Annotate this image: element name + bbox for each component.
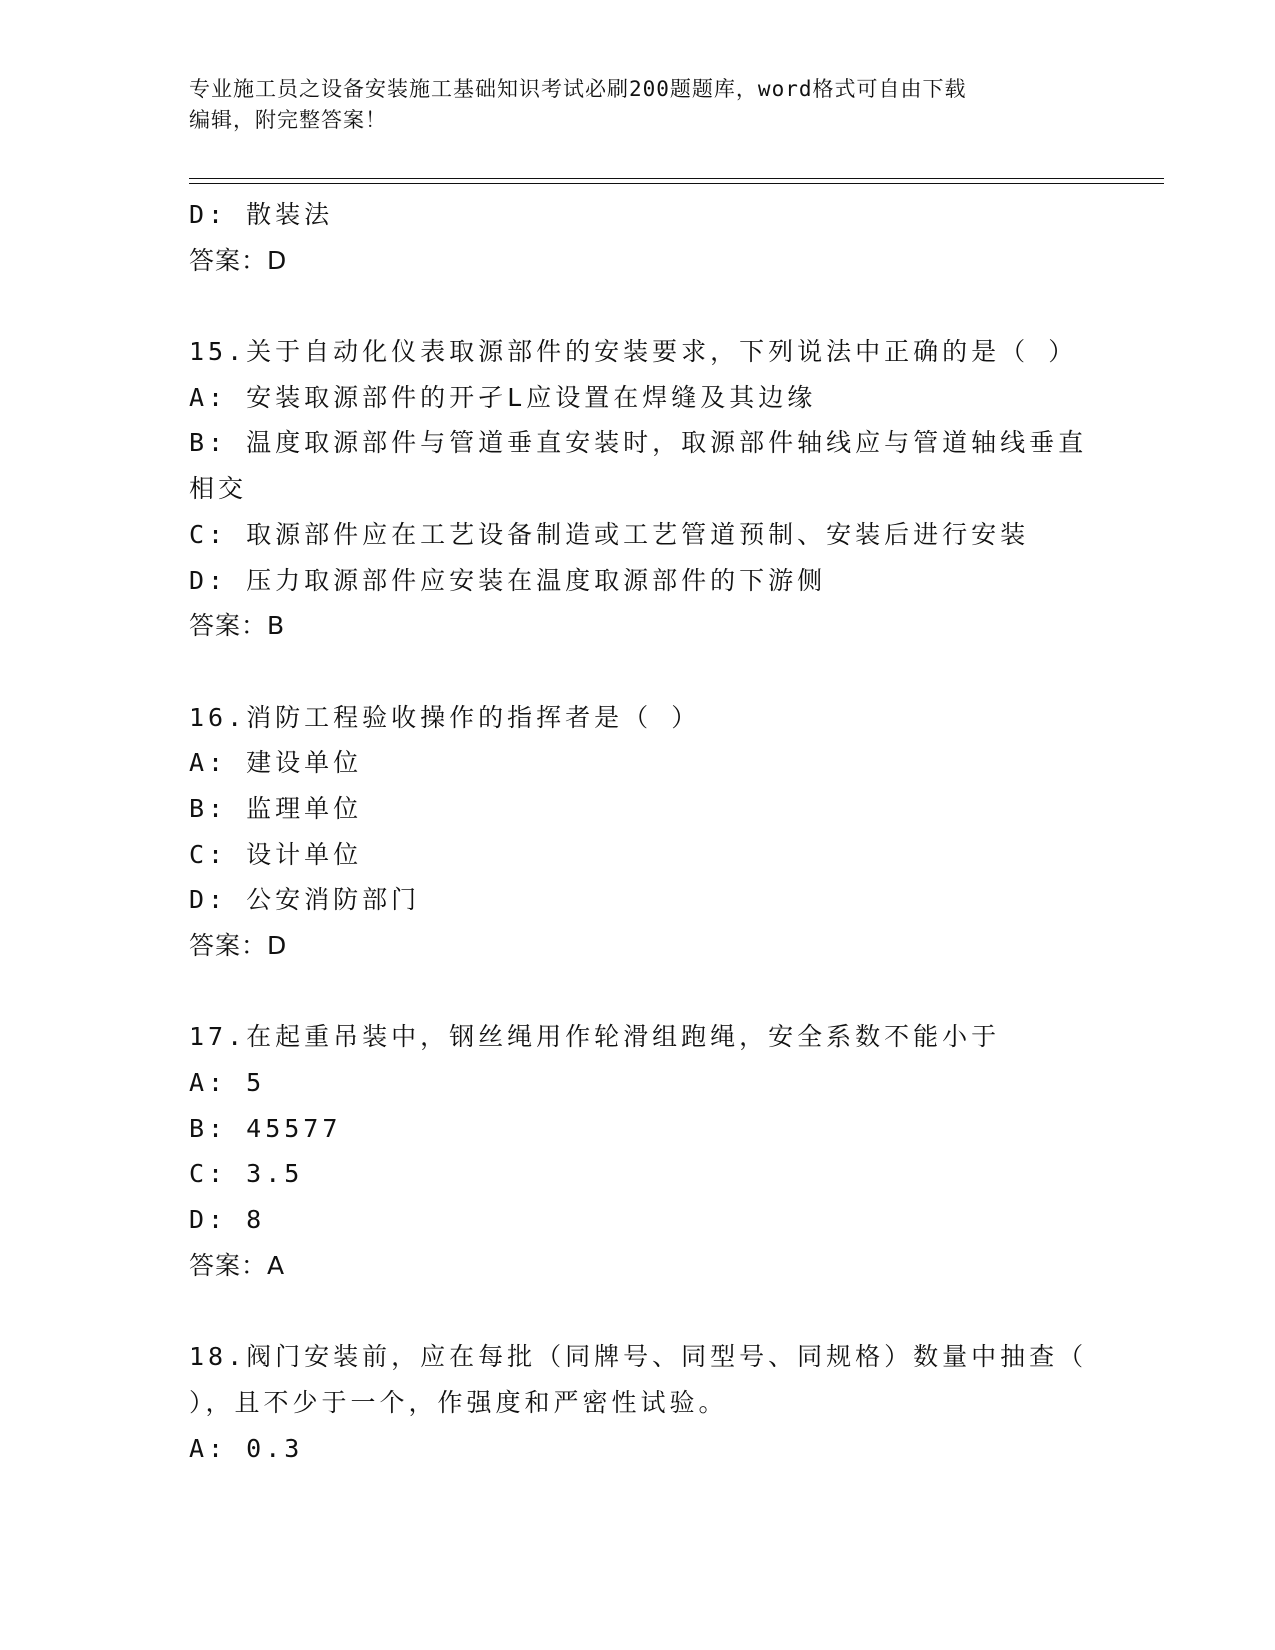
- question-16: [189, 695, 1089, 969]
- option-b: B: 45577: [189, 1113, 342, 1143]
- option-d: D: 公安消防部门: [189, 885, 421, 915]
- option-a: A: 建设单位: [189, 748, 363, 778]
- answer: 答案：D: [189, 931, 288, 961]
- spacer: [189, 649, 1089, 695]
- question-15: [189, 329, 1089, 649]
- question-stem: 15.关于自动化仪表取源部件的安装要求，下列说法中正确的是（ ）: [189, 337, 1078, 367]
- spacer: [189, 283, 1089, 329]
- answer: 答案：D: [189, 245, 288, 275]
- document-header: [189, 74, 1089, 136]
- question-stem: 18.阀门安装前，应在每批（同牌号、同型号、同规格）数量中抽查（ ），且不少于一个，作强度和严密性试验。: [189, 1342, 1088, 1417]
- option-b: B: 监理单位: [189, 793, 363, 823]
- option-c: C: 3.5: [189, 1159, 304, 1189]
- option-c: C: 取源部件应在工艺设备制造或工艺管道预制、安装后进行安装: [189, 519, 1030, 549]
- answer: 答案：B: [189, 611, 286, 641]
- question-17: [189, 1014, 1089, 1288]
- question-stem: 16.消防工程验收操作的指挥者是（ ）: [189, 702, 701, 732]
- option-d: D: 压力取源部件应安装在温度取源部件的下游侧: [189, 565, 827, 595]
- question-18: [189, 1334, 1089, 1471]
- option-d: D: 8: [189, 1205, 266, 1235]
- question-stem: 17.在起重吊装中，钢丝绳用作轮滑组跑绳，安全系数不能小于: [189, 1022, 1001, 1052]
- option-a: A: 0.3: [189, 1433, 304, 1463]
- option-a: A: 安装取源部件的开孑L应设置在焊缝及其边缘: [189, 382, 817, 412]
- question-list: [189, 192, 1089, 1471]
- answer: 答案：A: [189, 1250, 286, 1280]
- option-b: B: 温度取源部件与管道垂直安装时，取源部件轴线应与管道轴线垂直相交: [189, 428, 1088, 504]
- option-d: D: 散装法: [189, 200, 334, 229]
- option-c: C: 设计单位: [189, 839, 363, 869]
- header-line-2: 编辑，附完整答案！: [189, 108, 387, 132]
- spacer: [189, 969, 1089, 1015]
- header-line-1: 专业施工员之设备安装施工基础知识考试必刷200题题库，word格式可自由下载: [189, 77, 967, 101]
- header-divider-bottom: [189, 183, 1164, 184]
- header-divider-top: [189, 178, 1164, 179]
- spacer: [189, 1289, 1089, 1335]
- option-a: A: 5: [189, 1068, 266, 1098]
